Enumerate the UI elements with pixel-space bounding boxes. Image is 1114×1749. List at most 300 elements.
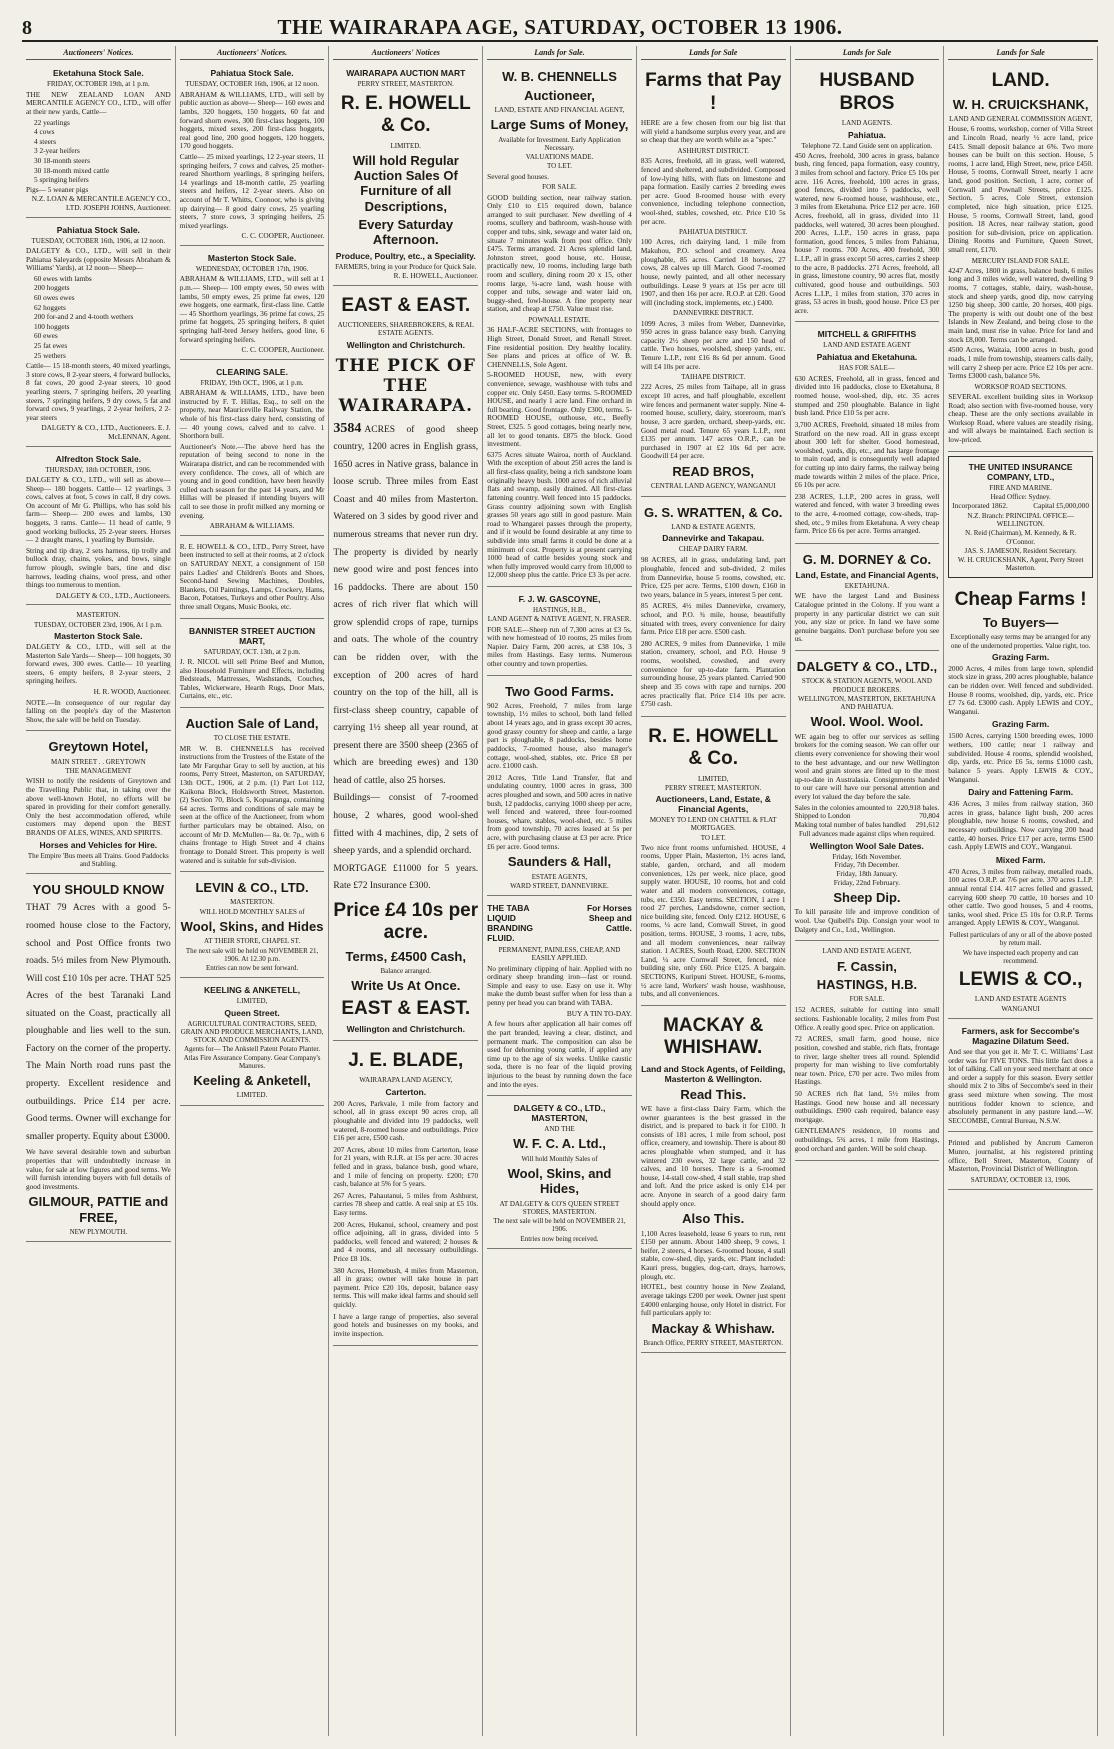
agent-place: NEW PLYMOUTH. xyxy=(69,1228,128,1236)
pick-body xyxy=(333,422,478,791)
pick-title: THE PICK OF THE WAIRARAPA. xyxy=(335,355,476,416)
agent-name: EAST & EAST. xyxy=(341,294,471,316)
also-this: Also This. xyxy=(682,1211,745,1227)
wool-date: Friday, 22nd February. xyxy=(833,877,901,887)
ad-date: TUESDAY, OCTOBER 16th, 1906, at 12 noon. xyxy=(185,80,319,89)
ad-date: FRIDAY, OCTOBER 19th, at 1 p.m. xyxy=(46,80,150,89)
wool-stat-value: 291,612 xyxy=(915,819,940,829)
ad-half-acre: 36 HALF-ACRE SECTIONS, with frontages to High Street, Donald Street, and Renall Street. Fine residential position. Dry healthy locality. See plans and prices at office of W. B. CHENNELLS, Sole Agent. xyxy=(487,325,632,369)
dalgety-wool-ad xyxy=(795,653,940,941)
taba-footer: A few hours after application all hair comes off the part branded, leaving a clear, distinct, and permanent mark. The composition can also be used for dehorning young cattle, if applied any time up to the age of six weeks. Unlike caustic soda, there is no fear of the liquid proving injurious to the beast by running down the face and into the eyes. xyxy=(487,1019,632,1089)
agent-place: Dannevirke and Takapau. xyxy=(662,533,765,544)
pick-balance: Balance arranged. xyxy=(380,967,432,975)
ad-signature: C. C. COOPER, Auctioneer. xyxy=(241,231,325,241)
agent-name: MITCHELL & GRIFFITHS xyxy=(817,329,917,340)
local-agent: W. H. CRUICKSHANK, Agent, Perry Street Masterton. xyxy=(957,556,1084,573)
ad-list-item: 100 hoggets xyxy=(34,321,70,331)
wfca-next: The next sale will be held on NOVEMBER 21, 1906. xyxy=(493,1217,626,1234)
wratten-ad xyxy=(641,499,786,717)
ad-note: FARMERS, bring in your Produce for Quick Sale. xyxy=(335,262,477,271)
ad-title: Alfredton Stock Sale. xyxy=(55,453,142,464)
ad-pigs: Pigs— 5 weaner pigs xyxy=(26,184,89,194)
ad-list-item: 200 for-and 2 and 4-tooth wethers xyxy=(34,312,134,322)
capital: Capital £5,000,000 xyxy=(1033,501,1089,511)
agent-name: Saunders & Hall, xyxy=(507,854,612,870)
wool-date: Friday, 18th January. xyxy=(836,868,898,878)
ad-list-item: 5 springing heifers xyxy=(34,175,89,185)
chennells-ad xyxy=(487,63,632,587)
property-lot: 238 ACRES, L.I.P., 200 acres in grass, well watered and fenced, with water 3 breeding ewes to the acre, 4-roomed cottage, cow-sheds, trap-shed, etc., 9 miles from Eketahuna. A very cheap farm. Price £6 6s per acre. Terms arranged. xyxy=(794,492,940,536)
buyers-body: Exceptionally easy terms may be arranged for any one of the undernoted properties. Value right, too. xyxy=(950,633,1091,650)
imprint-date: SATURDAY, OCTOBER 13, 1906. xyxy=(970,1175,1071,1184)
united-insurance-ad xyxy=(948,456,1093,578)
farm-title: Dairy and Fattening Farm. xyxy=(968,787,1074,798)
ad-body: WE again beg to offer our services as selling brokers for the coming season. We can offer our clients every convenience for showing their wool to the best advantage, and our new Wellington wool and grain stores are fitted up to the most up-to-date in Australasia. Consignments handed to our care will have our personal attention and every lot valued the day before the sale. xyxy=(794,731,940,802)
agent-place: HASTINGS, H.B. xyxy=(816,976,918,992)
wfca-name: W. F. C. A. Ltd., xyxy=(513,1136,606,1152)
agent-role: LAND AND ESTATE AGENT, xyxy=(822,947,912,956)
worksop-title: WORKSOP ROAD SECTIONS. xyxy=(974,382,1067,391)
taba-buy: BUY A TIN TO-DAY. xyxy=(566,1008,632,1018)
agent-name: HUSBAND BROS xyxy=(819,70,915,114)
ad-title: CLEARING SALE. xyxy=(216,366,288,377)
agent-name: GILMOUR, PATTIE and FREE, xyxy=(28,1194,169,1225)
property-lot: 200 Acres, Parkvale, 1 mile from factory and school, all in grass except 90 acres crop, all ploughable and divided into 19 paddocks, well watered, 8-roomed house and outbuildings. Price £16 per acre, £500 cash. xyxy=(333,1099,479,1143)
ad-signature: DALGETY & CO., LTD., Auctioneers. xyxy=(55,590,171,600)
ad-body: And see that you get it. Mr T. C. Williams' Last order was for FIVE TONS. This little fact does a lot of talking. Call on your seed merchant at once and order a supply for this season. Every settler should mix 2 to 3lbs of Seccombe's seed in their grass seed mixture when sowing. The most nutritious fodder known to science, and absolutely permanent in any pasture land.—W. SECCOMBE, Central Bureau, N.S.W. xyxy=(948,1047,1093,1125)
ad-date: TUESDAY, OCTOBER 16th, 1906, at 12 noon. xyxy=(31,236,166,245)
ad-title: Eketahuna Stock Sale. xyxy=(53,68,144,79)
lewis-cheap-farms-ad xyxy=(948,582,1093,1019)
agent-name: DALGETY & CO., LTD., xyxy=(796,659,938,675)
pahiatua-stock-sale-ad xyxy=(180,63,325,246)
ad-body: DALGETY & CO., LTD., will sell at the Masterton Sale Yards— Sheep— 100 hoggets, 30 forward ewes, 300 ewes. Cattle— 10 yearling steers, 6 empty heifers, 8 2-year steers, 2 springing heifers. xyxy=(26,642,171,686)
ad-list-item: 60 ewes with lambs xyxy=(34,273,92,283)
agent-name: F. J. W. GASCOYNE, xyxy=(518,593,601,604)
wool-dates-title: Wellington Wool Sale Dates. xyxy=(809,840,924,851)
ad-signature: C. C. COOPER, Auctioneer. xyxy=(241,345,325,355)
ad-cattle: Cattle— 25 mixed yearlings, 12 2-year steers, 11 springing heifers, 7 cows and calves, 25 mother-reared Shorthorn yearlings, 8 springing heifers, 14 yearlings and 18-month cattle, 25 yearling steers and heifers, 12 2-year steers. Also on account of Mr T. Whitts, Coonoor, who is giving up dairying— 8 good dairy cows, 25 yearling steers, 7 store cows, 3 springing heifers, 25 mixed yearlings. xyxy=(179,151,325,230)
agent-role: WAIRARAPA LAND AGENCY, xyxy=(359,1076,453,1085)
agent-name: READ BROS, xyxy=(672,463,755,479)
ad-body: ABRAHAM & WILLIAMS, LTD., will sell by public auction as above— Sheep— 160 ewes and lambs, 320 hoggets, 150 hoggets, 60 fat and forward shorn ewes, 300 first-class hoggets, 100 hoggets, mixed sexes, 200 first-class hoggets, real good line, 200 good hoggets, 120 hoggets, 170 good hoggets. xyxy=(179,89,325,151)
pick-acreage: 3584 xyxy=(333,420,362,436)
ad-body: 450 Acres, freehold, 300 acres in grass, balance bush, ring fenced, papa formation, easy country, 3 miles from school and factory. Price £5 10s per acre. 116 Acres, freehold, 100 acres in grass, good fences, divided into 5 paddocks, well watered, new 6-roomed house, washhouse, etc., 3 miles from Eketahuna. Price £12 per acre. 160 Acres, freehold, all in grass, divided into 11 paddocks, well watered, 30 acres been ploughed. 200 Acres, L.I.P., 150 acres in grass, papa formation, good fences, 5 miles from Pahiatua, house 7 rooms. 700 Acres, 400 freehold, 300 L.I.P., all in grass except 50 acres, carries 2 sheep to the acre, 8 paddocks. 271 Acres, freehold, all in grass, limestone country, 90 acres flat, mostly cultivated, good house and outbuildings. 503 Acres L.I.P., 1 miles from station, 370 acres in grass, 53 acres in bush, good house. Price £3 per acre. xyxy=(794,150,940,315)
head-office: Head Office: Sydney. xyxy=(990,492,1051,501)
imprint xyxy=(948,1134,1093,1190)
property-lot: 1099 Acres, 3 miles from Weber, Dannevirke, 950 acres in grass balance easy bush. Carrying capacity 2½ sheep per acre and 150 head of cattle. Two houses, woolshed, sheep yards, etc. Tenure L.I.P., rent £16 8s 6d per annum. Good will £4 10s per acre. xyxy=(640,318,786,371)
ad-body: Will hold Regular Auction Sales Of Furniture of all Descriptions, xyxy=(352,152,459,214)
property-lot: 100 Acres, rich dairying land, 1 mile from Makuhou, P.O. school and creamery. Area ploughable, 85 acres. Carried 18 horses, 27 cows, 28 calves up till March. Good 7-roomed house, newly painted, and all other necessary outbuildings. Lease 9 years at 15s per acre till 1907, and then 16s per acre. R.O.P. at £20. Good will (including stock, implements, etc.) £400. xyxy=(640,237,786,307)
ad-title: Farmers, ask for Seccombe's Magazine Dilatum Seed. xyxy=(961,1025,1080,1046)
two-good-farms-ad xyxy=(487,678,632,897)
ad-body-extra: We have several desirable town and suburban properties that will undoubtedly increase in value, for sale at low figures and good terms. We will furnish intending buyers with full details of good investments. xyxy=(26,1147,171,1191)
cruickshank-ad xyxy=(948,63,1093,451)
ad-date: TUESDAY, OCTOBER 23rd, 1906, At 1 p.m. xyxy=(33,620,163,629)
property-lot: 436 Acres, 3 miles from railway station, 360 acres in grass, balance light bush, 200 acres ploughable, new house 6 rooms, cowshed, and necessary outbuildings. Now carrying 200 head cattle, 40 horses. Price £17 per acre, terms £500 cash. Apply LEWIS and COY., Wanganui. xyxy=(948,800,1093,852)
ad-list-item: 62 hoggets xyxy=(34,302,66,312)
seccombe-seed-ad xyxy=(948,1021,1093,1133)
agent-cities-footer: Wellington and Christchurch. xyxy=(346,1023,465,1034)
agent-role: LAND AGENT & NATIVE AGENT, N. FRASER. xyxy=(487,615,632,624)
ad-forsale: FOR SALE. xyxy=(849,995,885,1004)
columns xyxy=(22,46,1098,1736)
worksop-body: SEVERAL excellent building sites in Worksop Road; also section with five-roomed house, very cheap. These are the only sections available in Worksop Road, where values are steadily rising, and will always be maintained. Each section is low-priced. xyxy=(948,391,1093,445)
ad-signature: H. R. WOOD, Auctioneer. xyxy=(93,687,171,697)
ad-every: Every Saturday Afternoon. xyxy=(358,217,454,248)
ad-title: Two Good Farms. xyxy=(505,683,614,699)
dorney-ad xyxy=(795,546,940,651)
ad-horses: Horses and Vehicles for Hire. xyxy=(39,839,158,850)
agent-ltd: LIMITED. xyxy=(390,141,422,150)
ad-list-item: 22 yearlings xyxy=(34,117,70,127)
ad-body: FOR SALE—Sheep run of 7,300 acres at £3 5s, with new homestead of 10 rooms, 25 miles from Napier. Dairy Farm, 200 acres, at £38 10s, 3 miles from Hastings. Easy terms. Numerous other country and town properties. xyxy=(487,624,632,668)
farm-title: Mixed Farm. xyxy=(995,854,1046,865)
ad-6375: 6375 Acres situate Wairoa, north of Auckland. With the exception of about 250 acres the land is all first-class quality, being a rich sandstone loam originally heavy bush. 1000 acres of rich alluvial flats and swamp, easily drained. All first-class fattening country. Well fenced into 15 paddocks. Grass country adjoining sown with English grasses 50 years ago still in good pasture. Main road to Whangarei passes through the property, and if it would be found desirable at any time to subdivide into small farms it could be done at a minimum of cost. Property is at present carrying 1000 head of cattle besides young stock and when fully improved would carry from 10,000 to 12,000 sheep plus the cattle. Price £3 3s per acre. xyxy=(487,449,632,580)
property-lot: 207 Acres, about 10 miles from Carterton, lease for 21 years, with R.I.R. at 15s per acre. 30 acres felled and in grass, balance bush, good whare, and 1 mile of fencing on property. £200; £70 cash, balance at 5% for 5 years. xyxy=(333,1145,479,1189)
property-lot: 3,700 ACRES, Freehold, situated 18 miles from Stratford on the new road. All in grass except about 300 left for shelter. Good homestead, woolshed, yards, dip, etc., and has large frontage to main road, and is consequently well adapted for cutting up into dairy farms, the railway being made towards within 2 miles of the place. Price, £6 10s per acre. xyxy=(794,420,940,490)
agent-sub: Land, Estate, and Financial Agents, xyxy=(795,570,939,581)
agent-place: Carterton. xyxy=(385,1086,427,1097)
agent-role: ESTATE AGENTS, xyxy=(531,872,588,881)
column-header: Lands for Sale xyxy=(795,46,940,60)
ad-list-item: 4 steers xyxy=(34,136,57,146)
pick-text: ACRES of good sheep country, 1200 acres in English grass, 1650 acres in Native grass, balance in loose scrub. Three miles from East Coast and 40 miles from Masterton. Watered on 3 sides by good river and numerous streams that never run dry. The property is divided by nearly new good wire and post fences into 16 paddocks. There are about 150 acres of rich river flat which will grow splendid crops of rape, turnips and oats. The whole of the country can be ridden over, with the exception of 200 acres of hard country on the top of the hill, all is first-class sheep country, capable of carrying 1½ sheep all year round, at present there are 3500 sheep (2365 of which are breeding ewes) and 130 head of cattle, also 25 horses. xyxy=(333,424,479,786)
page-number: 8 xyxy=(22,17,32,39)
agent-sub: LAND AND ESTATE AGENT xyxy=(823,341,911,350)
ad-valuations: VALUATIONS MADE. xyxy=(525,153,594,162)
property-lot: 1,100 Acres leasehold, lease 6 years to run, rent £150 per annum. About 1400 sheep, 9 cows, 1 heifer, 2 steers, 4 horses. 6-roomed house, 4 stall stable, cow-shed, dip, yards, etc. Plant included: Kauri press, buggies, dog-cart, drays, harrows, plough, etc. xyxy=(640,1228,786,1281)
agent-place: EKETAHUNA. xyxy=(844,582,890,591)
wfca-will: Will hold Monthly Sales of xyxy=(521,1154,598,1163)
taba-qualities: PERMANENT, PAINLESS, CHEAP, AND EASILY APPLIED. xyxy=(498,946,621,963)
ad-list-item: 30 18-month mixed cattle xyxy=(34,165,110,175)
taba-branding-ad xyxy=(487,898,632,1096)
property-lot: 470 Acres, 3 miles from railway, metalled roads, 100 acres O.R.P. at 7/6 per acre. 370 acres L.I.P. annual rental £14. 417 acres felled and grassed, carrying 600 sheep 70 cattle, 10 horses and 10 other cattle. Two good houses, 5 and 4 rooms, tanks, wool shed. Price £5 10s for O.R.P. Terms arranged. Apply LEWIS & COY., Wanganui. xyxy=(948,867,1093,928)
property-lot: 200 Acres, Hukanui, school, creamery and post office adjoining, all in grass, divided into 5 paddocks, well fenced and watered; 2 houses & and 4 rooms, and all necessary outbuildings. Price £8 10s. xyxy=(333,1220,479,1264)
agent-place: Pahiatua and Eketahuna. xyxy=(816,351,918,362)
wfca-wool-sales-ad xyxy=(487,1098,632,1249)
district-heading: PAHIATUA DISTRICT. xyxy=(678,228,748,237)
mitchell-griffiths-ad xyxy=(795,324,940,544)
levin-co-ad xyxy=(180,874,325,978)
column-header: Auctioneers' Notices. xyxy=(180,46,325,60)
ad-list-item: 3 2-year heifers xyxy=(34,146,80,156)
ad-list-item: 200 hoggets xyxy=(34,283,70,293)
agent-name: KEELING & ANKETELL, xyxy=(204,985,301,996)
ad-entries: Entries can now be sent forward. xyxy=(205,964,299,973)
agent-name: R. E. HOWELL & Co. xyxy=(340,92,471,137)
farm-title: Grazing Farm. xyxy=(992,719,1050,730)
ad-body: DALGETY & CO., LTD., will sell as above— Sheep— 180 hoggets. Cattle— 12 yearlings, 3 cows, calves at foot, 5 cows in calf, 8 dry cows. On account of Mr G. Phillips, who has sold his farm— Sheep— 200 ewes and lambs, 130 hoggets, 3 rams. Cattle— 11 head of cattle, 9 good working bullocks, 25 2-year steers. Horses— 2 draught mares, 1 yearling by Burnside. xyxy=(26,474,171,545)
ad-available: Available for Investment. Early Application Necessary. xyxy=(498,135,621,152)
wool-stat-value: 220,918 bales. xyxy=(896,802,940,812)
column-5 xyxy=(637,46,791,1736)
ad-street: PERRY STREET, MASTERTON. xyxy=(357,80,454,89)
agent-place: Pahiatua. xyxy=(848,129,886,140)
agent-branch: Branch Office, PERRY STREET, MASTERTON. xyxy=(643,1339,783,1348)
ad-title: WAIRARAPA AUCTION MART xyxy=(346,68,466,79)
district-heading: DANNEVIRKE DISTRICT. xyxy=(673,309,754,318)
howell-rooms-ad xyxy=(180,538,325,619)
ad-title: Auction Sale of Land, xyxy=(185,716,319,732)
agent-role: Auctioneers, Land, Estate, & Financial Agents, xyxy=(655,794,771,815)
eketahuna-stock-sale-ad xyxy=(26,63,171,217)
ad-store: AT THEIR STORE, CHAPEL ST. xyxy=(204,937,301,946)
ad-tolet: TO LET. xyxy=(546,162,572,171)
read-this: Read This. xyxy=(680,1086,747,1102)
gascoyne-ad xyxy=(487,589,632,676)
property-lot: 380 Acres, Homebush, 4 miles from Masterton, all in grass; owner will take house in part payment. Price £20 10s, deposit, balance easy terms. This will make ideal farms and should sell quickly. xyxy=(333,1266,479,1310)
ad-agents: Agents for— The Ankstell Patent Potato Planter. Atlas Fire Assurance Company. Gear Company's Manures. xyxy=(183,1045,321,1070)
cheap-title: CHEAP DAIRY FARM. xyxy=(678,545,748,554)
masterton-stock-sale-ad xyxy=(180,248,325,360)
wool-stat-value: 70,804 xyxy=(919,811,940,821)
district-heading: ASHHURST DISTRICT. xyxy=(677,147,749,156)
nz-branch: N.Z. Branch: PRINCIPAL OFFICE—WELLINGTON. xyxy=(967,511,1074,529)
agent-name: J. E. BLADE, xyxy=(348,1050,464,1071)
directors: N. Reid (Chairman), M. Kennedy, & R. O'Connor. xyxy=(965,529,1077,546)
wfca-goods: Wool, Skins, and Hides, xyxy=(507,1166,612,1197)
agent-name: W. B. CHENNELLS xyxy=(502,69,617,85)
agent-name-footer: Mackay & Whishaw. xyxy=(651,1320,775,1336)
agent-name: LEVIN & CO., LTD. xyxy=(195,880,309,896)
agent-street: PERRY STREET, MASTERTON. xyxy=(665,783,762,792)
ad-title: LAND. xyxy=(991,70,1050,92)
ad-list-item: 30 18-month steers xyxy=(34,155,90,165)
auction-sale-land-ad xyxy=(180,710,325,872)
agent-ltd: LIMITED, xyxy=(236,997,268,1006)
island-body: 4247 Acres, 1800 in grass, balance bush, 6 miles long and 3 miles wide, well watered, dwelling 9 rooms, 7 cottages, stable, dairy, wash-house, stock and sheep yards, good dip, now carrying 1250 big sheep, 300 cattle, 20 horses, 400 pigs. The property is with out doubt one of the best Islands in New Zealand, and being close to the main land, must rise in value. Price for land and stock £8,000. Terms can be arranged. xyxy=(948,265,1093,344)
ad-list-item: 25 fat ewes xyxy=(34,340,68,350)
you-should-know-ad xyxy=(26,876,171,1242)
agent-sub: STOCK & STATION AGENTS, WOOL AND PRODUCE BROKERS. xyxy=(801,677,932,694)
agent-place: WANGANUI xyxy=(1001,1004,1040,1013)
agent-street: Queen Street. xyxy=(224,1007,280,1018)
agent-sub: Land and Stock Agents, of Feilding, Masterton & Wellington. xyxy=(641,1063,786,1084)
agent-street: WARD STREET, DANNEVIRKE. xyxy=(510,881,609,890)
mackay-whishaw-ad xyxy=(641,1008,786,1353)
inspected: We have inspected each property and can recommend. xyxy=(962,948,1079,965)
pick-mortgage: MORTGAGE £11000 for 5 years. Rate £72 Insurance £300. xyxy=(333,863,479,892)
agent-role: Auctioneer, xyxy=(524,87,595,103)
wool-date: Friday, 16th November. xyxy=(832,851,902,861)
column-header: Lands for Sale. xyxy=(487,46,632,60)
ad-signature: N.Z. LOAN & MERCANTILE AGENCY CO., LTD. JOSEPH JOHNS, Auctioneer. xyxy=(31,194,171,213)
ad-list: HAS FOR SALE— xyxy=(839,363,895,372)
wfca-at: AT DALGETY & CO'S QUEEN STREET STORES, MASTERTON. xyxy=(499,1199,620,1216)
property-lot: 902 Acres, Freehold, 7 miles from large township, 1½ miles to school, both land felled about 14 years ago, and in grass except 30 acres, good grassy country for sheep and cattle, a large part is ploughable, 8 paddocks, besides home paddocks, 7-roomed house, also manager's cottage, wool-shed, stables, etc. Price £8 per acre. £1000 cash. xyxy=(487,701,632,771)
ad-body: MR W. B. CHENNELLS has received instructions from the Trustees of the Estate of the late Mr Farquhar Gray to sell by auction, at his rooms, Perry Street, Masterton, on SATURDAY, 13th OCT., 1906, at 2 p.m. (1) Part Lot 112, Kaikona Block, Holdsworth Street, Masterton. (2) Section 70, Block 5, Kopuaranga, containing 64 acres. Terms and conditions of sale may be seen at the office of the Auctioneer, from whom further particulars may be obtained. Also, on account of Mr D. McMullen— 8a. 0r. 7p., with 6 chains frontage to High Street and 4 chains frontage to Donald Street. This property is well watered and is suitable for sub-division. xyxy=(179,743,325,865)
ad-signature: R. E. HOWELL, Auctioneer. xyxy=(393,271,479,280)
pick-buildings: Buildings— consist of 7-roomed house, 2 whares, good wool-shed fitted with 4 machines, dip, 2 sets of sheep yards, and a splendid orchard. xyxy=(333,793,479,857)
property-lot: 1500 Acres, carrying 1500 breeding ewes, 1000 wethers, 100 cattle; near 1 railway and subdivided. House 4 rooms, splendid woolshed, dip, yards, etc. Price £6 5s, terms £1000 cash, balance 5 years. Apply LEWIS & COY., Wanganui. xyxy=(948,732,1093,784)
ad-body: Two nice front rooms unfurnished. HOUSE, 4 rooms, Upper Plain, Masterton, 1½ acres land, stable, garden, orchard, and all modern conveniences, 12s per week, nice place, good supply water. HOUSE, 10 rooms, hot and cold water and all modern conveniences, cottage, tubs, etc. £350. Easy terms. SECTION, 1 acre 1 rood 27 perches, Landsdowne, corner section, nice building site, fenced. Only £212. HOUSE, 6 rooms, ¼ acre land, Cornwall Street, in good position, terms. HOUSE, 3 rooms, 1 acre, tubs, and all modern conveniences, near railway station. 1 ACRES, South Road, £200. SECTION Land, ¼ acre Cornwall Street, fenced, nice building site, only £60. Price £125. A bargain. SECTIONS, Kuripuni Street. HOUSE, 6-rooms, ½ acre land, Workers' wash house, washhouse, tubs, and all conveniences. xyxy=(640,842,786,999)
agent-name: W. H. CRUICKSHANK, xyxy=(952,96,1089,112)
ad-tolet-body: Several good houses. xyxy=(487,171,549,181)
ad-date: SATURDAY, OCT. 13th, at 2 p.m. xyxy=(203,647,301,656)
property-lot: 85 ACRES, 4½ miles Dannevirke, creamery, school, and P.O. ¾ mile, house, beautifully situated with trees, every convenience for dairy farm. Price £18 per acre. £500 cash. xyxy=(640,602,786,637)
agent-sub: LAND AGENTS. xyxy=(841,119,892,128)
agent-cities: Wellington and Christchurch. xyxy=(346,339,465,350)
ad-money: MONEY TO LEND ON CHATTEL & FLAT MORTGAGES. xyxy=(649,816,777,833)
property-lot: 835 Acres, freehold, all in grass, well watered, fenced and sheltered, and subdivided. Composed of low-lying hills, with flats on limestone and papa formation. Easily carries 2 breeding ewes per acre. Good 8-roomed house with every convenience, including telephone connection, wool-shed, stables, cowshed, etc. Price £10 5s per acre. xyxy=(640,156,786,226)
ad-date: THURSDAY, 18th OCTOBER, 1906. xyxy=(45,465,152,474)
husband-bros-ad xyxy=(795,63,940,322)
ad-date: FRIDAY, 19th OCT., 1906, at 1 p.m. xyxy=(200,378,304,387)
ad-body: R. E. HOWELL & CO., LTD., Perry Street, have been instructed to sell at their rooms, at 2 o'clock on SATURDAY NEXT, a consignment of 150 pairs Ladies' and Children's Boots and Shoes, Second-hand Sewing Machines, Doubles, Blankets, Oil Paintings, Lamps, Crockery, Hams, Bacon, Potatoes, Turkeys and other Poultry. Also three small Organs, Music Books, etc. xyxy=(179,541,325,612)
ad-body: WILL HOLD MONTHLY SALES of xyxy=(199,907,305,916)
newspaper-title: THE WAIRARAPA AGE, SATURDAY, OCTOBER 13 1906. xyxy=(277,15,843,39)
taba-left: THE TABA LIQUID BRANDING FLUID. xyxy=(487,903,533,944)
ad-tolet: TO LET. xyxy=(700,833,726,842)
ad-cattle: Cattle— 15 18-month steers, 40 mixed yearlings, 3 store cows, 8 2-year steers, 4 forward bullocks, 8 fat cows, 20 good 2-year steers, 10 good yearling steers, 7 springing heifers, 20 yearling steers, 7 springing heifers, 9 dry cows, 5 fat and forward cows, 9 yearlings, 2 2-year heifers, 2 2-year steers xyxy=(26,361,171,422)
ad-body: J. R. NICOL will sell Prime Beef and Mutton, also Household Furniture and Effects, including Bedsteads, Mattresses, Washstands, Couches, Tables, Wickerware, Hearth Rugs, Door Mats, Curtains, etc., etc. xyxy=(179,656,325,701)
ad-body: WE have the largest Land and Business Catalogue printed in the Colony. If you want a property in any particular district we can suit you, any size or price. In land we have some genuine bargains. Don't purchase before you see us. xyxy=(794,591,940,644)
pick-write: Write Us At Once. xyxy=(351,978,461,994)
agent-place: HASTINGS, H.B., xyxy=(532,606,587,614)
blade-land-agency-ad xyxy=(333,1043,478,1346)
agent-sub: CENTRAL LAND AGENCY, WANGANUI xyxy=(650,482,776,491)
ad-management: THE MANAGEMENT xyxy=(65,767,132,776)
ad-signature: DALGETY & CO., LTD., Auctioneers. E. J. McLENNAN, Agent. xyxy=(41,423,171,442)
column-7 xyxy=(944,46,1098,1736)
ad-next-sale: The next sale will be held on NOVEMBER 21, 1906. At 12.30 p.m. xyxy=(185,946,319,963)
ad-and: AND THE xyxy=(544,1125,575,1134)
ad-list xyxy=(26,275,171,360)
property-lot: 2012 Acres, Title Land Transfer, flat and undulating country, 1000 acres in grass, 300 acres ploughed and sown, and 500 acres in native bush, 12 paddocks, carrying 1000 sheep per acre, well fenced and watered, three four-roomed houses, whare, stables, wool-shed, etc. 5 miles from good township, 70 acres leased at 5s per acre, with purchasing clause at £3 per acre. Price £6 per acre. Good terms. xyxy=(487,773,632,851)
ad-produce: Produce, Poultry, etc., a Speciality. xyxy=(335,250,476,261)
agent-name: R. E. HOWELL & Co. xyxy=(648,725,779,770)
ad-more: 5-ROOMED HOUSE, new, with every convenience, sewage, washhouse with tubs and copper etc. Only £450. Easy terms. 5-ROOMED HOUSE, and nearly 1 acre land. Fine orchard in full bearing. Good frontage. Only £300, terms. 5-ROOMED HOUSE, outhouse, etc., Beefly Street, £325. 5 good cottages, being nearly new, all let to good tenants. £875 the block. Good investment. xyxy=(487,370,632,449)
ad-title: BANNISTER STREET AUCTION MART, xyxy=(188,625,316,646)
ad-body: THAT 79 Acres with a good 5-roomed house close to the Factory, school and Post Office fronts two roads. 5½ miles from New Plymouth. Will cost £10 10s per acre. THAT 525 Acres of the best Taranaki Land situated on the Coast, practically all ploughable and lies well to the sun. Factory on the corner of the property. The Main North road runs past the property. Excellent residence and outbuildings. Price £14 per acre. Good terms. Owner will exchange for smaller property. Equity about £3000. xyxy=(26,903,171,1142)
column-4 xyxy=(483,46,637,1736)
column-header: Auctioneers' Notices xyxy=(333,46,478,60)
ad-note: Auctioneer's Note.—The above herd has the reputation of being second to none in the Wairarapa district, and can be recommended with every confidence. The cows, all of which are young and in good condition, have been heavily culled each season for the past 14 years, and Mr Hillas will be pleased if intending buyers will call to see those in profit milked any morning or evening. xyxy=(179,441,325,520)
agent-name-footer: Keeling & Anketell, xyxy=(193,1073,311,1089)
wool-date: Friday, 7th December. xyxy=(834,860,900,870)
fullest-particulars: Fullest particulars of any or all of the above posted by return mail. xyxy=(949,931,1092,948)
ad-body: ABRAHAM & WILLIAMS, LTD., will sell at 1 p.m.— Sheep— 100 empty ewes, 50 ewes with lambs, 50 empty ewes, 25 prime fat ewes, 120 ewe hoggets, one earmark, first-class line. Cattle— 45 Shorthorn yearlings, 36 prime fat cows, 25 prime fat hoggets, 25 springing heifers, 8 quiet springing half-bred Jersey heifers, good line, 6 forward springing heifers. xyxy=(179,274,325,344)
ad-list-item: 60 owes ewes xyxy=(34,292,75,302)
ad-title: Pahiatua Stock Sale. xyxy=(56,224,140,235)
east-east-ad xyxy=(333,288,478,1041)
ad-title: Pahiatua Stock Sale. xyxy=(210,68,294,79)
agent-name-footer: EAST & EAST. xyxy=(341,997,471,1019)
agent-name: G. M. DORNEY & Co. xyxy=(802,551,932,567)
bannister-mart-ad xyxy=(180,621,325,708)
ad-body: GOOD building section, near railway station. Only £10 to £15 required down, balance arranged to suit purchaser. New dwelling of 4 rooms, scullery and bathroom, wash-house with copper and tubs, sink, sewage and water laid on, situate 7 minutes walk from post office. Only £475. Terms arranged. 21 Acres splendid land, Johnston street, good house, etc. House, practically new, 10 rooms, including large bath room and scullery, dining room 20 x 15, other rooms large, ¼-acre land, wash house with copper and tubs, sewage and water laid on, buggy-shed, fowl-house. A fine property near station, and cheap at £750. Value must rise. xyxy=(487,192,632,314)
buyers-title: To Buyers— xyxy=(982,614,1059,630)
imprint-text: Printed and published by Ancrum Cameron Munro, journalist, at his registered printing office, Bell Street, Masterton, County of Masterton, Provincial District of Wellington. xyxy=(948,1138,1093,1174)
property-lot: 72 ACRES, small farm, good house, nice position, cowshed and stable, rich flats, frontage to river, large shelter trees all round. Splendid property for man wishing to live comfortably near town. Price, £70 per acre. Two miles from Hastings. xyxy=(794,1035,940,1087)
agent-name: F. Cassin, xyxy=(836,958,897,974)
property-lot: GENTLEMAN'S residence, 10 rooms and outbuildings, 5¾ acres, 1 mile from Hastings, good orchard and garden. Will be sold cheap. xyxy=(794,1127,940,1153)
ad-note: NOTE.—In consequence of our regular day falling on the people's day of the Masterton Show, the sale will be held on Tuesday. xyxy=(26,697,171,724)
secretary: JAS. S. JAMESON, Resident Secretary. xyxy=(964,546,1077,555)
agent-name: DALGETY & CO., LTD., MASTERTON, xyxy=(513,1103,606,1124)
island-title: MERCURY ISLAND FOR SALE. xyxy=(971,256,1070,265)
ad-goods: Wool, Skins, and Hides xyxy=(180,918,324,934)
ad-hotel: HOTEL, best country house in New Zealand, average takings £200 per week. Owner just spent £4000 enlarging house, only Hotel in district. For full particulars apply to: xyxy=(640,1282,786,1318)
farms-that-pay-ad xyxy=(641,63,786,496)
dip-body: To kill parasite life and improve condition of wool. Use Quibell's Dip. Consign your wool to Dalgety and Co., Ltd., Wellington. xyxy=(794,907,940,934)
property-lot: 2000 Acres, 4 miles from large town, splendid stock size in grass, 200 acres ploughable, balance can be ridden over. Well fenced and subdivided. House 8 rooms, woolshed, dip, yards, etc. Price £7 7s 6d. £3000 cash. Apply LEWIS and COY., Wanganui. xyxy=(948,664,1093,716)
agent-role: LAND AND ESTATE AGENTS xyxy=(974,995,1067,1004)
ad-street: MAIN STREET . . GREYTOWN xyxy=(51,757,146,766)
property-lot: 222 Acres, 25 miles from Taihape, all in grass except 10 acres, and half ploughable, excellent wire fences and permanent water supply. Nine 4-roomed house, scullery, dairy, storeroom, man's house, 3 acre garden, orchard, sheep-yards, etc. Good metal road. Tenure 65 years L.I.P., rent £135 per annum. 147 acres O.R.P., can be purchased in 1907 at £2 10s 6d per acre. Goodwill £4 per acre. xyxy=(640,382,786,461)
wool-title: Wool. Wool. Wool. xyxy=(810,714,924,730)
wool-stat-label: Making total number of bales handled xyxy=(794,819,906,829)
property-lot: 98 ACRES, all in grass, undulating land, part ploughable, fenced and sub-divided, 2 miles from Dannevirke, house 5 rooms, cowshed, etc. Price, £25 per acre. Terms, £100 down, £160 in two years, balance in 5 years, interest 5 per cent. xyxy=(640,556,786,599)
ad-body: WE have a first-class Dairy Farm, which the owner guarantees is the best grassed in the district, and is prepared to back it for £100. It consists of 181 acres, 1 mile from school, post office, creamery, and township. There is about 80 acres ploughable when stumped, and it has wintered 230 ewes, 32 large cattle, and 32 calves, and 10 horses. There is a 6-roomed house, 14-stall cow-shed, 4 stall stable, trap shed and loft. And the price asked is only £14 per acre. Anyone in search of a good dairy farm should apply once. xyxy=(640,1103,786,1208)
ad-body: THE NEW ZEALAND LOAN AND MERCANTILE AGENCY CO., LTD., will offer at their new yards, Cattle— xyxy=(26,89,171,116)
pahiatua-stock-sale-ad xyxy=(26,220,171,447)
ad-title: Cheap Farms ! xyxy=(954,588,1087,610)
wool-stat-label: Shipped to London xyxy=(794,811,851,821)
ad-body: DALGETY & CO., LTD., will sell in their Pahiatua Saleyards (opposite Messrs Abraham & Williams' Yards), at 12 noon— Sheep— xyxy=(26,245,171,273)
taba-body: No preliminary clipping of hair. Applied with no ordinary sheep branding iron—fast or round. Simple and easy to use. Easy on use it. Why make the dumb beast suffer when for less than a penny per head you can brand with TABA. xyxy=(487,963,632,1008)
property-lot: 4500 Acres, Waitaia, 1000 acres in bush, good roads, 1 mile from township, steamers calls daily, will carry 2 sheep per acre. Price £2 10s per acre. Terms £3000 cash, balance 5%. xyxy=(948,345,1093,381)
agent-name: MACKAY & WHISHAW. xyxy=(663,1014,764,1059)
agent-role: LAND AND GENERAL COMMISSION AGENT, xyxy=(949,115,1093,124)
column-3 xyxy=(329,46,483,1736)
cassin-ad xyxy=(795,943,940,1161)
ad-body: WISH to notify the residents of Greytown and the Travelling Public that, in taking over the above well-known Hotel, no efforts will be spared in providing for their comfort generally. Only the best accommodation offered, while customers may depend upon the BEST BRANDS OF ALES, WINES, AND SPIRITS. xyxy=(26,776,171,837)
ad-title: YOU SHOULD KNOW xyxy=(32,882,165,898)
column-header: Lands for Sale xyxy=(948,46,1093,60)
ad-subtitle: TO CLOSE THE ESTATE. xyxy=(213,734,291,743)
ad-body: ABRAHAM & WILLIAMS, LTD., have been instructed by F. T. Hillas, Esq., to sell on the property, near Mauriceville Railway Station, the whole of his first-class dairy herd, consisting of— 40 young cows, calved and to calve. 1 Shorthorn bull. xyxy=(179,388,325,441)
agent-ltd: LIMITED, xyxy=(697,774,729,783)
ad-intro: HERE are a few chosen from our big list that will yield a handsome surplus every year, and are so cheap that they are worth while as a "spec." xyxy=(640,118,786,145)
agent-name: LEWIS & CO., xyxy=(958,969,1083,991)
wool-advances: Full advances made against clips when required. xyxy=(798,830,935,839)
wairarapa-auction-mart-ad xyxy=(333,63,478,285)
masterton-stock-sale-ad xyxy=(26,607,171,731)
ad-signature: ABRAHAM & WILLIAMS. xyxy=(209,521,295,531)
property-lot: 152 ACRES, suitable for cutting into small sections. Fashionable locality, 2 miles from Post Office. A really good spec. Price on application. xyxy=(794,1006,940,1032)
ad-money: Large Sums of Money, xyxy=(490,117,629,133)
ad-list-item: 60 ewes xyxy=(34,331,58,341)
incorporation-row xyxy=(952,502,1089,511)
ad-body: AGRICULTURAL CONTRACTORS, SEED, GRAIN AND PRODUCE MERCHANTS, LAND, STOCK AND COMMISSION AGENTS. xyxy=(180,1019,324,1045)
ad-body-extra: String and tip dray, 2 sets harness, tip trolly and bullock dray, chains, yokes, and bows, single furrow plough, swingle bars, tine and disc harrows, leading chains, wool press, and other things too numerous to mention. xyxy=(26,545,171,590)
column-header: Lands for Sale xyxy=(641,46,786,60)
agent-ltd-footer: LIMITED. xyxy=(236,1091,268,1100)
column-6 xyxy=(791,46,945,1736)
agent-place: MASTERTON. xyxy=(230,898,275,907)
ad-title: Farms that Pay ! xyxy=(645,70,782,114)
agent-name: THE UNITED INSURANCE COMPANY, LTD., xyxy=(968,461,1073,482)
ad-title: Masterton Stock Sale. xyxy=(207,253,297,264)
column-1 xyxy=(22,46,176,1736)
agent-agent: LAND, ESTATE AND FINANCIAL AGENT, xyxy=(494,106,625,115)
ad-footer: I have a large range of properties, also several good hotels and businesses on my books, and invite inspection. xyxy=(333,1311,479,1338)
property-lot: 267 Acres, Pahautanui, 5 miles from Ashhurst, carries 78 sheep and cattle. A real snip at £5 10s. Easy terms. xyxy=(333,1191,479,1217)
greytown-hotel-ad xyxy=(26,733,171,874)
property-lot: 50 ACRES rich flat land, 5½ miles from Hastings. Good new house and all necessary outbuildings. £900 cash required, balance easy mortgage. xyxy=(794,1089,940,1124)
farm-title: Grazing Farm. xyxy=(992,651,1050,662)
ad-title: Masterton Stock Sale. xyxy=(54,630,143,641)
ad-body: House, 6 rooms, workshop, corner of Villa Street and Lincoln Road, nearly ½ acre land, price £415. Small deposit balance at 6%. Two more houses can be built on this section. House, 5 rooms, 1 acre land, High Street, new, price £450. House, 5 rooms, Cornwall Street, nearly 1 acre land, good position. Section, 1 acre, corner of Cornwall and Pownall Streets, price £125. Section, 5 acres, Cole Street, extension completed, nice high situation, price £125. House, 5 rooms, Cornwall Street, land, good position. 18 Acres, near railway station, good position for sub-division, price on application. Dining Rooms and Furniture, Queen Street, small rent, £170. xyxy=(948,124,1093,254)
pick-price: Price £4 10s per acre. xyxy=(333,899,479,944)
wool-stat-label: Sales in the colonies amounted to xyxy=(794,802,893,812)
wool-stat-row xyxy=(795,821,940,830)
ad-pownall: POWNALL ESTATE. xyxy=(528,316,591,325)
howell-agents-ad xyxy=(641,719,786,1006)
